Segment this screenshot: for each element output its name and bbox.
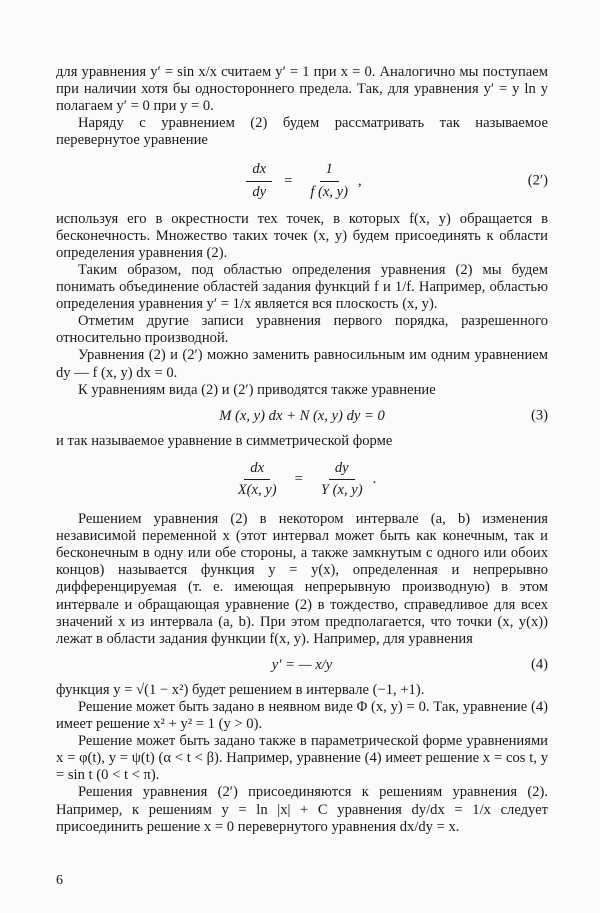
page-number: 6 — [56, 873, 63, 888]
paragraph-2: Наряду с уравнением (2) будем рассматривать так называемое перевернутое уравнение — [56, 115, 548, 149]
equation-label: (2′) — [527, 172, 548, 189]
equation-4: y′ = — x/y (4) — [271, 656, 548, 673]
paragraph-4: Таким образом, под областью определения уравнения (2) мы будем понимать объединение областей задания функций f и 1/f. Например, областью определения уравнения y′ = 1/x является вся плоскость (x, y). — [56, 261, 548, 313]
fraction-dx-dy: $\frac{dx}{dy}$ — [246, 161, 272, 200]
fraction-one-over-f: $\frac{1}{f (x, y)}$ — [310, 161, 349, 200]
equation-label: (4) — [530, 656, 548, 673]
equation-2-prime: $\frac{dx}{dy}$ = $\frac{1}{f (x, y)}$ , (2′) — [56, 161, 548, 200]
paragraph-12: Решение может быть задано также в параметрической форме уравнениями x = φ(t), y = ψ(t) (α < t < β). Например, уравнение (4) имеет решение x = cos t, y = sin t (0 < t < π). — [56, 733, 548, 784]
paragraph-5: Отметим другие записи уравнения первого порядка, разрешенного относительно производной. — [56, 313, 548, 347]
equation-symmetric: $\frac{dx}{X(x, y)}$ = $\frac{dy}{Y (x, y)}$ . — [56, 460, 548, 499]
equation-3: M (x, y) dx + N (x, y) dy = 0 (3) — [219, 407, 548, 424]
paragraph-6: Уравнения (2) и (2′) можно заменить равносильным им одним уравнением dy — f (x, y) dx = 0. — [56, 347, 548, 381]
fraction-dy-over-Y: $\frac{dy}{Y (x, y)}$ — [320, 459, 363, 498]
paragraph-13: Решения уравнения (2′) присоединяются к решениям уравнения (2). Например, к решениям y = ln |x| + C уравнения dy/dx = 1/x следует присоединить решение x = 0 перевернутого уравнения dx/dy = x. — [56, 784, 548, 835]
paragraph-10: функция y = √(1 − x²) будет решением в интервале (−1, +1). — [56, 681, 425, 698]
paragraph-8: и так называемое уравнение в симметрической форме — [56, 432, 393, 449]
fraction-dx-over-X: $\frac{dx}{X(x, y)}$ — [237, 459, 277, 498]
paragraph-1: для уравнения y′ = sin x/x считаем y′ = 1 при x = 0. Аналогично мы поступаем при наличии хотя бы одностороннего предела. Так, для уравнения y′ = y ln y полагаем y′ = 0 при y = 0. — [56, 64, 548, 115]
equation-label: (3) — [530, 407, 548, 424]
paragraph-7: К уравнениям вида (2) и (2′) приводятся также уравнение — [78, 381, 436, 398]
paragraph-11: Решение может быть задано в неявном виде Φ (x, y) = 0. Так, уравнение (4) имеет решение x² + y² = 1 (y > 0). — [56, 699, 548, 733]
paragraph-9: Решением уравнения (2) в некотором интервале (a, b) изменения независимой переменной x (этот интервал может быть как конечным, так и бесконечным в одну или обе стороны, а также замкнутым с одного или обоих концов) называется функция y = y(x), определенная и непрерывно дифференцируемая (т. е. имеющая непрерывную производную) в этом интервале и обращающая уравнение (2) в тождество, справедливое для всех значений x из интервала (a, b). При этом предполагается, что точки (x, y(x)) лежат в области задания функции f(x, y). Например, для уравнения — [56, 511, 548, 647]
paragraph-3: используя его в окрестности тех точек, в которых f(x, y) обращается в бесконечность. Множество таких точек (x, y) будем присоединять к области определения уравнения (2). — [56, 210, 548, 261]
